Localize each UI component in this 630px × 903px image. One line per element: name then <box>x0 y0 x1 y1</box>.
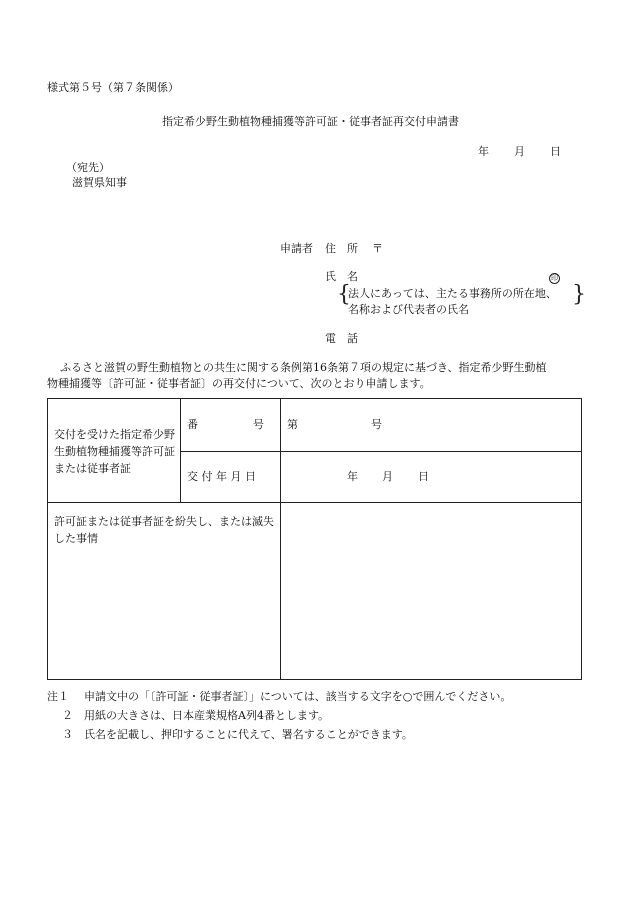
seal-mark-icon <box>549 271 560 284</box>
issue-day-label: 日 <box>418 470 429 483</box>
permit-number-field[interactable] <box>304 400 364 450</box>
note-3-text: 氏名を記載し、押印することに代えて、署名することができます。 <box>84 728 413 741</box>
body-text-line2: 物種捕獲等〔許可証・従事者証〕の再交付について、次のとおり申請します。 <box>47 377 431 390</box>
addressee-name: 滋賀県知事 <box>72 176 127 189</box>
number-label: 番 号 <box>187 418 264 431</box>
note-1-marker: 注１ <box>47 690 69 703</box>
note-3-marker: ３ <box>62 728 73 741</box>
address-label: 住 所 <box>325 242 358 255</box>
application-table <box>47 398 582 680</box>
note-1-text: 申請文中の「〔許可証・従事者証〕」については、該当する文字を○で囲んでください。 <box>84 690 512 703</box>
number-prefix: 第 <box>287 418 298 431</box>
table-divider-col1 <box>180 399 181 502</box>
issue-year-label: 年 <box>347 470 358 483</box>
note-2-text: 用紙の大きさは、日本産業規格A列4番とします。 <box>84 709 330 722</box>
corp-note-line1: 法人にあっては、主たる事務所の所在地、 <box>348 287 557 300</box>
issue-month-label: 月 <box>382 470 393 483</box>
table-divider-inner <box>180 451 582 452</box>
applicant-label: 申請者 <box>280 242 313 255</box>
date-day-label: 日 <box>550 145 561 158</box>
body-text-line1: ふるさと滋賀の野生動植物との共生に関する条例第16条第７項の規定に基づき、指定希少野生動植 <box>60 361 547 374</box>
seal-mark: 印 <box>551 274 558 282</box>
form-title: 指定希少野生動植物種捕獲等許可証・従事者証再交付申請書 <box>162 115 459 128</box>
form-number: 様式第５号（第７条関係） <box>47 81 179 94</box>
postal-mark: 〒 <box>372 242 383 255</box>
circumstances-field[interactable] <box>281 503 581 679</box>
right-bracket-icon: } <box>572 282 586 307</box>
date-year-label: 年 <box>478 145 489 158</box>
row1-header: 交付を受けた指定希少野生動植物種捕獲等許可証または従事者証 <box>54 428 175 475</box>
left-bracket-icon: { <box>337 282 351 307</box>
name-label: 氏 名 <box>325 270 358 283</box>
issue-date-label: 交 付 年 月 日 <box>187 470 256 483</box>
phone-label: 電 話 <box>325 332 358 345</box>
addressee-label: （宛先） <box>66 161 110 174</box>
row2-header: 許可証または従事者証を紛失し、または滅失した事情 <box>54 515 274 545</box>
number-suffix: 号 <box>371 418 382 431</box>
note-2-marker: ２ <box>62 709 73 722</box>
date-month-label: 月 <box>514 145 525 158</box>
corp-note-line2: 名称および代表者の氏名 <box>348 303 469 316</box>
